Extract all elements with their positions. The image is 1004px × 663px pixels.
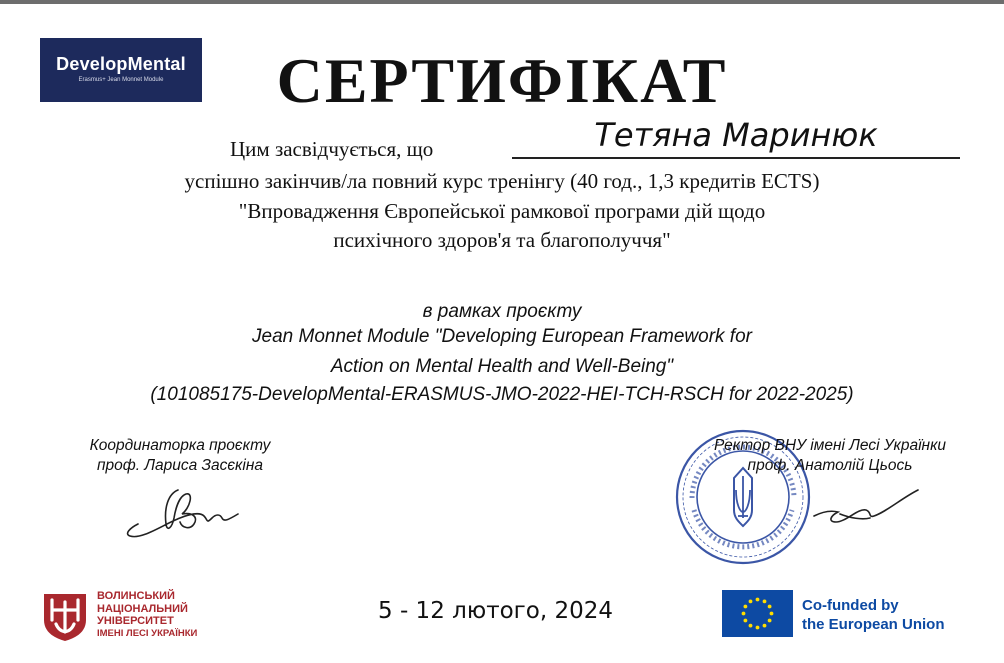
eu-cofunded-logo bbox=[722, 590, 982, 640]
coordinator-role: Координаторка проєкту bbox=[89, 437, 271, 454]
course-title-line-2: психічного здоров'я та благополуччя" bbox=[333, 228, 671, 252]
project-line-1: Jean Monnet Module "Developing European Framework for bbox=[252, 326, 752, 347]
university-name-line-3: УНІВЕРСИТЕТ bbox=[97, 615, 174, 628]
university-emblem-icon bbox=[40, 590, 90, 642]
coordinator-name: проф. Лариса Засєкіна bbox=[97, 457, 263, 474]
certificate-title: СЕРТИФІКАТ bbox=[276, 45, 728, 116]
eu-text-line-1: Co-funded by bbox=[802, 597, 899, 614]
project-code: (101085175-DevelopMental-ERASMUS-JMO-2022-HEI-TCH-RSCH for 2022-2025) bbox=[150, 384, 854, 405]
eu-text-line-2: the European Union bbox=[802, 616, 945, 633]
logo-subtitle: Erasmus+ Jean Monnet Module bbox=[78, 77, 164, 83]
top-border bbox=[0, 0, 1004, 4]
course-line: успішно закінчив/ла повний курс тренінгу (40 год., 1,3 кредитів ECTS) bbox=[184, 169, 820, 193]
certify-text: Цим засвідчується, що bbox=[230, 137, 434, 161]
university-name-line-1: ВОЛИНСЬКИЙ bbox=[97, 590, 175, 602]
coordinator-block bbox=[0, 436, 360, 476]
rector-block bbox=[660, 436, 1000, 476]
logo-title: DevelopMental bbox=[56, 54, 186, 74]
recipient-name: Тетяна Маринюк bbox=[594, 116, 878, 154]
certificate-date: 5 - 12 лютого, 2024 bbox=[378, 598, 613, 624]
coordinator-signature bbox=[120, 484, 250, 542]
course-title-line-1: "Впровадження Європейської рамкової програми дій щодо bbox=[238, 199, 766, 223]
rector-role: Ректор ВНУ імені Лесі Українки bbox=[713, 437, 947, 454]
eu-flag-icon bbox=[722, 590, 793, 637]
project-line-2: Action on Mental Health and Well-Being" bbox=[330, 356, 674, 377]
project-intro: в рамках проєкту bbox=[422, 301, 582, 322]
university-name-line-2: НАЦІОНАЛЬНИЙ bbox=[97, 602, 188, 615]
university-logo bbox=[40, 590, 240, 642]
rector-name: проф. Анатолій Цьось bbox=[747, 457, 913, 474]
rector-signature bbox=[810, 486, 922, 528]
university-name-line-4: ІМЕНІ ЛЕСІ УКРАЇНКИ bbox=[97, 627, 198, 639]
name-underline bbox=[512, 157, 960, 159]
